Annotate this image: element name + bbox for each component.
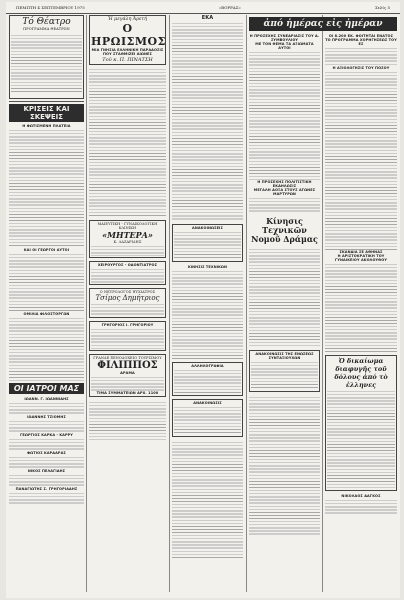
article-head: Η ΑΡΙΣΤΟΚΡΑΤΙΚΗ ΤΟΥ ΓΥΝΑΙΚΕΙΟΥ ΑΚΟΛΟΥΘΟΥ [335, 254, 387, 262]
nevro-head: Ο ΝΕΥΡΟΛΟΓΟΣ ΨΥΧΙΑΤΡΟΣ [99, 290, 156, 294]
header-page: Σελίς 5 [374, 5, 390, 10]
feature-sub: ΜΙΑ ΓΝΗΣΙΑ ΕΛΛΗΝΙΚΗ ΠΑΡΑΔΟΣΙΣ [91, 48, 164, 52]
dentist-ad [89, 261, 166, 285]
nevro-name: Τσίμος Δημήτριος [95, 294, 160, 302]
feature-box [89, 15, 166, 65]
column-2 [89, 15, 166, 594]
column-rule [322, 15, 323, 592]
section-title: ΚΡΙΣΕΙΣ ΚΑΙ ΣΚΕΨΕΙΣ [9, 104, 84, 122]
clinic-ad [89, 220, 166, 258]
page-header [6, 2, 400, 14]
doctor-name: ΝΙΚΟΣ ΠΕΛΑΓΙΔΗΣ [27, 469, 66, 473]
feature-author: Τοῦ κ. Π. ΠΙΝΑΤΣΗ [102, 57, 153, 63]
column-rule [246, 15, 247, 592]
doctor-name: ΙΩΑΝΝΗΣ ΤΣΙΟΜΗΣ [27, 415, 66, 419]
article-head: ΣΚΑΝΔΙΑ ΣΕ ΑΘΗΝΑΣ [339, 250, 383, 254]
newspaper-page [6, 2, 400, 598]
box-head: ΑΛΛΗΛΟΓΡΑΦΙΑ [191, 364, 224, 368]
gyn-ad [89, 321, 166, 351]
feature-sub: ΠΟΥ ΣΤΑΘΜΙΖΕΙ ΑΙΩΝΕΣ [102, 52, 153, 56]
section-banner: ἀπό ἡμέρας εἰς ἡμέραν [249, 17, 397, 31]
article-head: ΤΟ ΠΡΟΓΡΑΜΜΑ ΧΟΡΗΓΗΣΕΩΣ ΤΟΥ ΕΣ [325, 38, 397, 46]
column-rule [86, 15, 87, 592]
theatre-subtitle: ΠΡΟΓΡΑΜΜΑ ΘΕΑΤΡΩΝ [23, 27, 70, 31]
col3-head: ΕΚΑ [201, 15, 214, 21]
article-head: Η ΠΡΟΣΕΧΗΣ ΠΟΛΙΤΙΣΤΙΚΗ ΕΚΔΗΛΩΣΙΣ [257, 180, 312, 188]
header-title: «ΒΟΡΡΑΣ» [218, 5, 241, 10]
clinic-name: «ΜΗΤΕΡΑ» [102, 230, 153, 240]
hotel-pre: ΓΡΑΝΔΕ ΞΕΝΟΔΟΧΕΙΟ ΤΟΥΡΙΣΜΟΥ [93, 356, 162, 360]
clinic-doctor: Κ. ΛΑΖΑΡΙΔΗΣ [113, 240, 142, 244]
feature-head: Κίνησις Τεχνικῶν Νομοῦ Δράμας [251, 216, 318, 244]
correspondence-box [172, 362, 243, 396]
dentist-head: ΧΕΙΡΟΥΡΓΟΣ - ΟΔΟΝΤΙΑΤΡΟΣ [97, 263, 158, 267]
notice-box [172, 224, 243, 262]
gyn-head: ΓΡΗΓΟΡΙΟΣ Ι. ΓΡΗΓΟΡΙΟΥ [101, 323, 154, 327]
hotel-line: ΤΙΜΑ ΣΥΜΜΑΤΕΙΩΝ ΔΡΧ. 1100 [96, 391, 159, 395]
quote-text: Ὁ δικαίωμα διαφυγῆς τοῦ δόλους ἀπό τὸ ἐλληνες [334, 357, 388, 389]
article-head: ΜΕΓΑΛΗ ΔΟΞΑ ΣΤΟΥΣ ΑΓΩΝΕΣ ΜΑΡΤΥΡΩΝ [253, 188, 316, 196]
article-head: ΟΜΙΛΙΑ ΦΙΛΟΣΤΟΡΓΩΝ [23, 312, 70, 316]
doctor-name: ΓΕΩΡΓΙΟΣ ΚΑΡΚΑ - ΚΑΡΡΥ [20, 433, 73, 437]
bottom-head: ΝΙΚΟΛΑΟΣ ΔΑΓΚΟΣ [341, 494, 381, 498]
hotel-ad [89, 354, 166, 397]
header-date: ΠΕΜΠΤΗ 4 ΣΕΠΤΕΜΒΡΙΟΥ 1975 [16, 5, 85, 10]
notice-head: ΑΝΑΚΟΙΝΩΣΕΙΣ [192, 226, 223, 230]
article-head: Η ΠΡΟΣΕΧΗΣ ΣΥΝΕΔΡΙΑΣΙΣ ΤΟΥ Δ. ΣΥΜΒΟΥΛΙΟΥ [249, 34, 320, 42]
clinic-head: ΜΑΙΕΥΤΙΚΗ - ΓΥΝΑΙΚΟΛΟΓΙΚΗ ΚΛΙΝΙΚΗ [97, 222, 158, 230]
article-head: ΚΑΙ ΟΙ ΓΕΩΡΓΟΙ ΑΥΤΟΙ [23, 248, 70, 252]
theatre-title: Τό Θέατρο [22, 17, 71, 27]
article-head: Η ΦΩΤΙΣΜΕΝΗ ΠΛΑΤΕΙΑ [22, 124, 71, 128]
neurologist-ad [89, 288, 166, 318]
article-head: ΟΙ 8.200 ΕΚ. ΦΟΙΤΗΤΑΙ ΕΝΑΤΟΣ [328, 34, 394, 38]
doctors-title: ΟΙ ΙΑΤΡΟΙ ΜΑΣ [9, 383, 84, 394]
quote-box [325, 355, 397, 491]
announcement-box [172, 399, 243, 437]
box-head: ΑΝΑΚΟΙΝΩΣΙΣ [193, 401, 222, 405]
column-3 [172, 15, 243, 594]
column-1 [9, 15, 84, 594]
column-5 [325, 34, 397, 594]
theatre-box [9, 15, 84, 99]
hotel-place: ΔΡΑΜΑ [120, 371, 135, 375]
doctor-name: ΙΩΑΝΝ. Γ. ΙΩΑΝΝΙΔΗΣ [24, 397, 69, 401]
doctor-name: ΦΩΤΙΟΣ ΚΑΡΔΑΡΑΣ [27, 451, 66, 455]
column-4 [249, 34, 320, 594]
article-head: Η ΑΞΙΟΛΟΓΗΣΙΣ ΤΟΥ ΠΟΣΟΥ [332, 66, 390, 70]
column-rule [169, 15, 170, 592]
feature-title: Ο ΗΡΩΙΣΜΟΣ [91, 22, 166, 48]
doctor-name: ΠΑΝΑΓΙΩΤΗΣ Σ. ΓΡΗΓΟΡΙΑΔΗΣ [15, 487, 78, 491]
retiree-notice [249, 350, 320, 392]
notice-head: ΑΝΑΚΟΙΝΩΣΙΣ ΤΗΣ ΕΝΩΣΕΩΣ ΣΥΝΤΑΞΙΟΥΧΩΝ [255, 352, 314, 360]
col3-mid-head: ΚΙΝΗΣΙΣ ΤΕΧΝΙΚΩΝ [187, 265, 228, 269]
article-head: ΜΕ ΤΟΝ ΘΕΜΑ ΤΑ ΑΞΙΩΜΑΤΑ ΑΥΤΟΙ [255, 42, 314, 50]
hotel-name: ΦΙΛΙΠΠΟΣ [97, 360, 158, 371]
feature-pre: Ἡ μεγάλη Ἀρετή [108, 17, 147, 22]
